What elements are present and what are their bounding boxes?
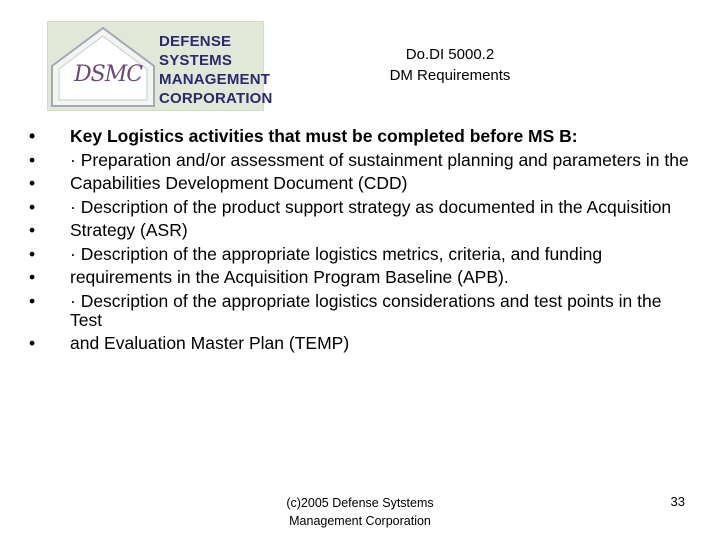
bullet-text: · Preparation and/or assessment of sustainment planning and parameters in the: [70, 149, 689, 170]
bullet-dot: •: [29, 196, 36, 217]
footer-line1: (c)2005 Defense Sytstems: [286, 496, 434, 510]
bullet-item: [25, 198, 695, 217]
bullet-item: [25, 334, 695, 353]
bullet-dot: •: [29, 220, 36, 240]
bullet-item: [25, 292, 695, 330]
bullet-dot: •: [29, 290, 36, 311]
footer-line2: Management Corporation: [289, 514, 431, 528]
bullet-dot: •: [29, 126, 36, 146]
bullet-dot: •: [29, 173, 36, 193]
bullet-text: and Evaluation Master Plan (TEMP): [70, 333, 350, 353]
bullet-text: Strategy (ASR): [70, 220, 188, 240]
logo-wordmark: [159, 32, 273, 108]
bullet-text: Capabilities Development Document (CDD): [70, 173, 408, 193]
bullet-item: [25, 151, 695, 170]
bullet-dot: •: [29, 149, 36, 170]
bullet-text: · Description of the appropriate logistics metrics, criteria, and funding: [70, 243, 603, 264]
logo-word: DEFENSE: [159, 33, 232, 50]
bullet-text: Key Logistics activities that must be completed before MS B:: [70, 126, 578, 146]
bullet-list: [25, 127, 695, 358]
bullet-text: · Description of the appropriate logistics considerations and test points in the Test: [70, 290, 662, 330]
slide-title-line1: Do.DI 5000.2: [405, 46, 495, 63]
bullet-item: [25, 221, 695, 240]
logo-mark-text: DSMC: [74, 62, 143, 87]
logo-word: MANAGEMENT: [159, 71, 271, 88]
logo-word: SYSTEMS: [159, 52, 233, 69]
bullet-item: [25, 268, 695, 287]
logo-word: CORPORATION: [159, 90, 273, 107]
bullet-text: · Description of the product support strategy as documented in the Acquisition: [70, 196, 672, 217]
slide-title-line2: DM Requirements: [389, 67, 511, 84]
footer-copyright: [250, 494, 470, 530]
bullet-item: [25, 245, 695, 264]
bullet-text: requirements in the Acquisition Program Baseline (APB).: [70, 267, 509, 287]
bullet-dot: •: [29, 243, 36, 264]
slide-title: [330, 44, 570, 86]
bullet-dot: •: [29, 333, 36, 353]
bullet-item: [25, 127, 695, 146]
bullet-item: [25, 174, 695, 193]
dsmc-logo: [47, 21, 273, 111]
page-number: 33: [670, 494, 685, 509]
bullet-dot: •: [29, 267, 36, 287]
